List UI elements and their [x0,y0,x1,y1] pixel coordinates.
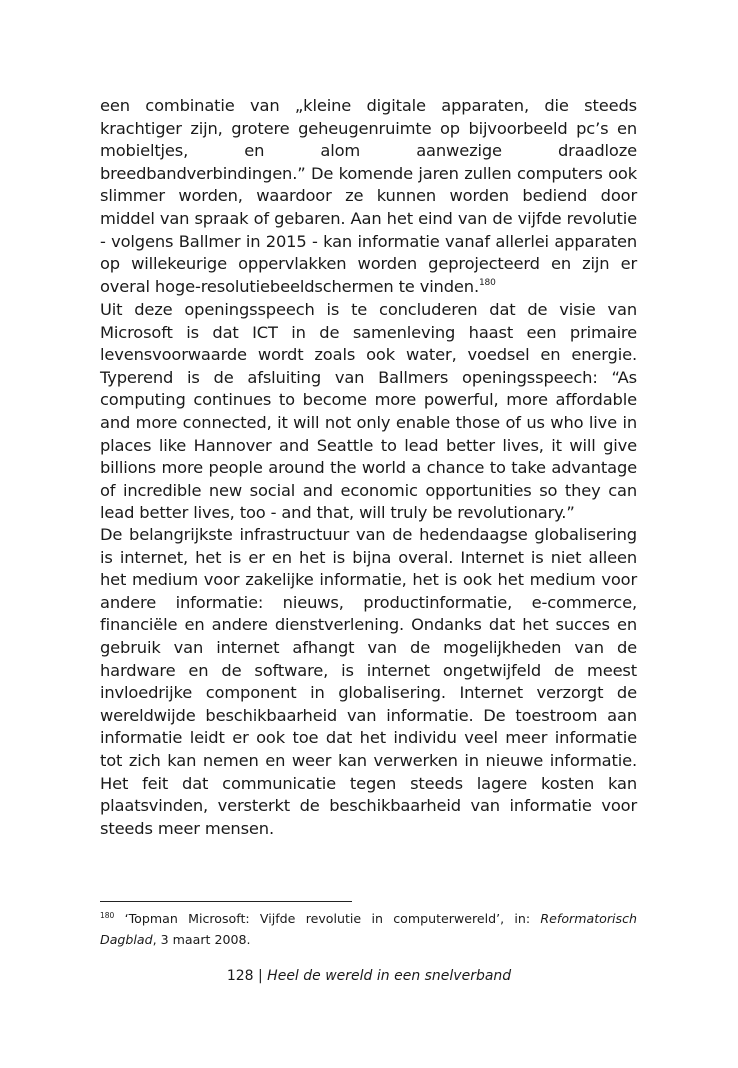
footnote-reference[interactable]: 180 [478,277,496,288]
footnote [100,909,637,950]
body-paragraph-3: De belangrijkste infrastructuur van de hedendaagse globalisering is internet, het is er en het is bijna overal. Internet is niet alleen het medium voor zakelijke informatie, het is ook het medium voor andere informatie: nieuws, productinformatie, e-commerce, financiële en andere dienstverlening. Ondanks dat het succes en gebruik van internet afhangt van de mogelijkheden van de hardware en de software, is internet ongetwijfeld de meest invloedrijke component in globalisering. Internet verzorgt de wereldwijde beschikbaarheid van informatie. De toestroom aan informatie leidt er ook toe dat het individu veel meer informatie tot zich kan nemen en weer kan verwerken in nieuwe informatie. Het feit dat communicatie tegen steeds lagere kosten kan plaatsvinden, versterkt de beschikbaarheid van informatie voor steeds meer mensen. [100,525,637,838]
footnote-date: , 3 maart 2008. [152,931,251,947]
footnote-divider [100,901,352,902]
page-number: 128 [226,968,254,984]
body-paragraph-2: Uit deze openingsspeech is te concluderen dat de visie van Microsoft is dat ICT in de samenleving haast een primaire levensvoorwaarde wordt zoals ook water, voedsel en energie. Typerend is de afsluiting van Ballmers openingsspeech: “As computing continues to become more powerful, more affordable and more connected, it will not only enable those of us who live in places like Hannover and Seattle to lead better lives, it will give billions more people around the world a chance to take advantage of incredible new social and economic opportunities so they can lead better lives, too - and that, will truly be revolutionary.” [100,300,637,523]
footer-separator: | [253,968,268,984]
running-footer [0,966,738,986]
footnote-source-title: Reformatorisch Dagblad [100,911,637,947]
paragraph-text: een combinatie van „kleine digitale apparaten, die steeds krachtiger zijn, grotere geheugenruimte op bijvoorbeeld pc’s en mobieltjes, en alom aanwezige draadloze breedbandverbindingen.” De komende jaren zullen computers ook slimmer worden, waardoor ze kunnen worden bediend door middel van spraak of gebaren. Aan het eind van de vijfde revolutie - volgens Ballmer in 2015 - kan informatie vanaf allerlei apparaten op willekeurige oppervlakken worden geprojecteerd en zijn er overal hoge-resolutiebeeldschermen te vinden. [100,96,637,296]
footnote-number: 180 [100,911,115,920]
footnote-text: ‘Topman Microsoft: Vijfde revolutie in computerwereld’, in: [114,911,541,926]
body-paragraph-1 [100,95,637,298]
book-title: Heel de wereld in een snelverband [267,968,512,984]
